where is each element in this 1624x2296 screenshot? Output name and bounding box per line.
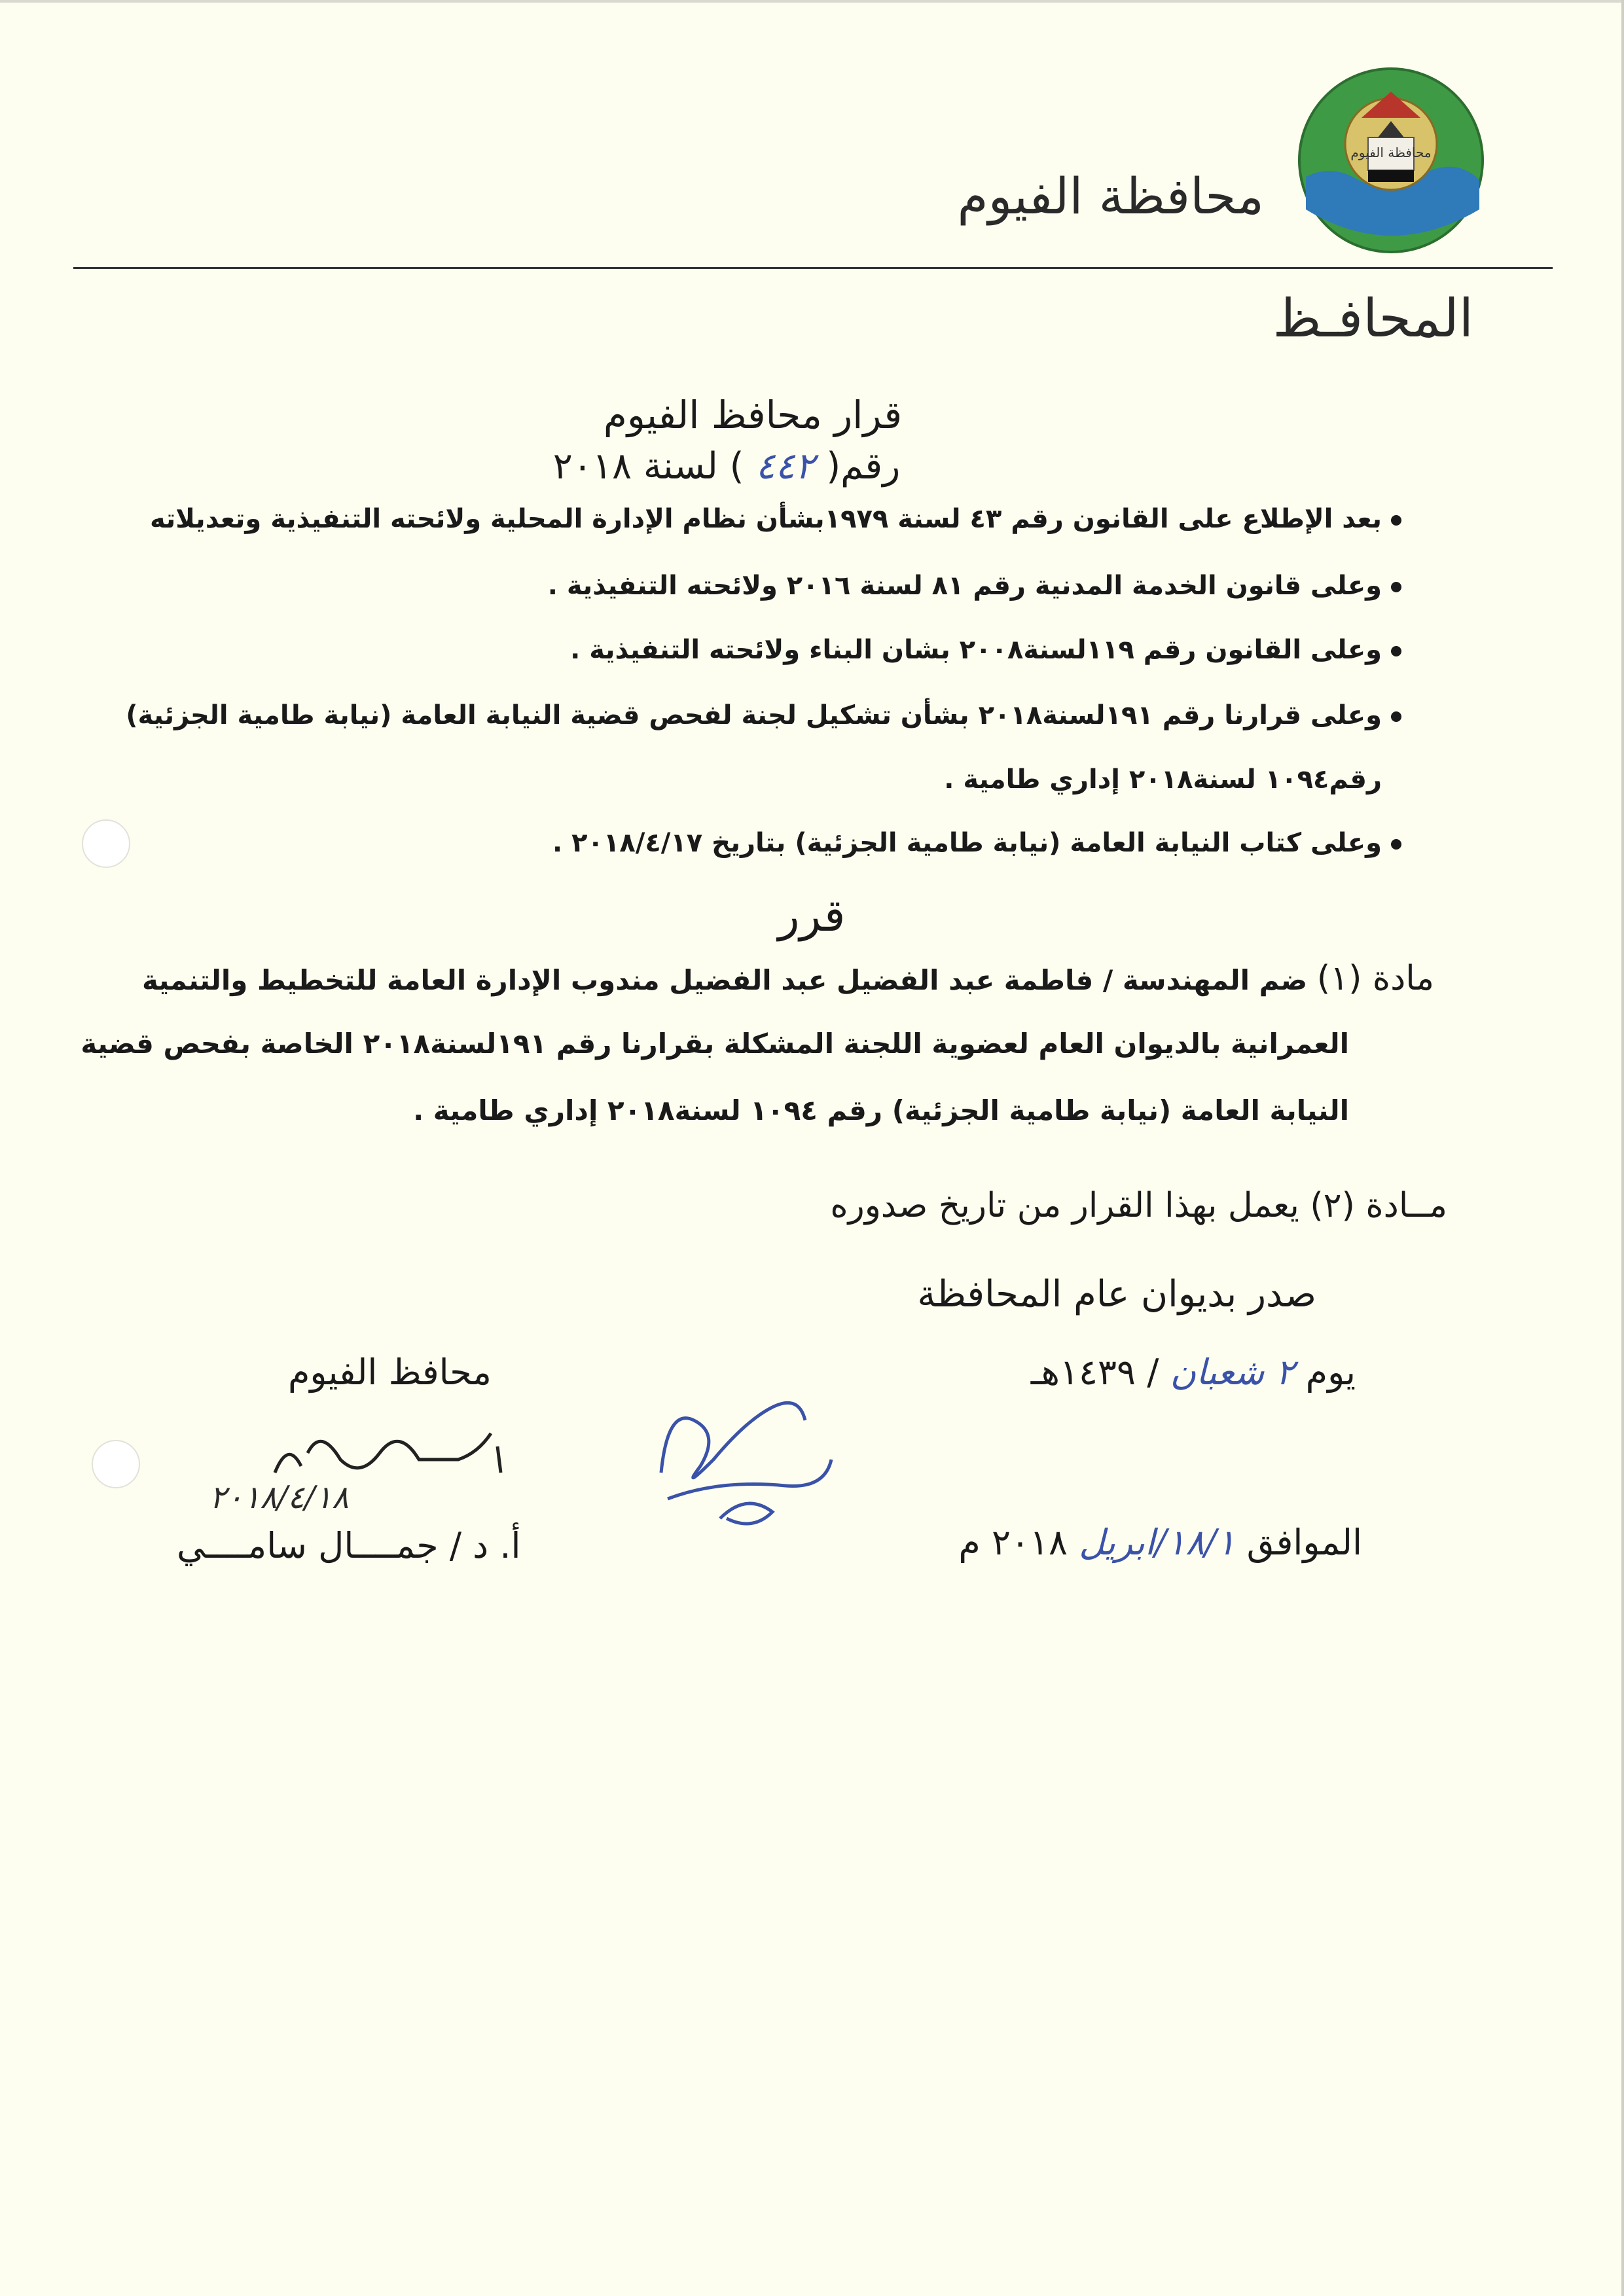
decision-number-suffix: ) لسنة ٢٠١٨ xyxy=(552,445,744,488)
article-1-line: مادة (١) ضم المهندسة / فاطمة عبد الفضيل عبد الفضيل مندوب الإدارة العامة للتخطيط والتنمية xyxy=(142,959,1434,998)
hijri-year: / ١٤٣٩هـ xyxy=(1030,1352,1159,1393)
article-2-head: مــادة (٢) xyxy=(1310,1186,1447,1225)
scan-edge-right xyxy=(1621,0,1624,2296)
signatory-name: أ. د / جمــــال سامــــي xyxy=(177,1525,521,1566)
reviewer-initials xyxy=(641,1381,838,1532)
governorate-emblem xyxy=(1293,65,1489,255)
punch-hole xyxy=(92,1440,140,1488)
article-2-text: يعمل بهذا القرار من تاريخ صدوره xyxy=(830,1186,1299,1225)
article-1-line: النيابة العامة (نيابة طامية الجزئية) رقم ١٠٩٤ لسنة٢٠١٨ إداري طامية . xyxy=(413,1094,1349,1126)
governorate-name: محافظة الفيوم xyxy=(957,167,1264,225)
decides-heading: قرر xyxy=(778,890,846,942)
bullet-icon xyxy=(1391,839,1401,850)
issued-statement: صدر بديوان عام المحافظة xyxy=(917,1273,1316,1316)
decision-title: قرار محافظ الفيوم xyxy=(603,393,903,437)
day-handwritten: ٢ شعبان xyxy=(1170,1352,1295,1393)
agrees-handwritten: ١٨/١/ابريل xyxy=(1079,1522,1236,1563)
signatory-title: محافظ الفيوم xyxy=(288,1352,492,1393)
preamble-item: وعلى القانون رقم ١١٩لسنة٢٠٠٨ بشان البناء ولائحته التنفيذية . xyxy=(138,635,1401,665)
agrees-label: الموافق xyxy=(1246,1522,1362,1563)
scan-edge-top xyxy=(0,0,1624,3)
bullet-icon xyxy=(1391,646,1401,656)
gregorian-date-line xyxy=(958,1522,1362,1563)
header-divider xyxy=(73,267,1553,269)
bullet-icon xyxy=(1391,515,1401,526)
punch-hole xyxy=(82,819,130,868)
gregorian-year: ٢٠١٨ م xyxy=(958,1522,1068,1563)
article-1-head: مادة (١) xyxy=(1316,959,1434,998)
day-label: يوم xyxy=(1305,1352,1356,1393)
preamble-item: وعلى كتاب النيابة العامة (نيابة طامية الجزئية) بتاريخ ٢٠١٨/٤/١٧ . xyxy=(138,828,1401,858)
article-1-line: العمرانية بالديوان العام لعضوية اللجنة المشكلة بقرارنا رقم ١٩١لسنة٢٠١٨ الخاصة بفحص قضية xyxy=(81,1028,1349,1060)
bullet-icon xyxy=(1391,582,1401,592)
hijri-date-line xyxy=(1031,1352,1356,1393)
decision-number xyxy=(497,445,956,488)
preamble-item: بعد الإطلاع على القانون رقم ٤٣ لسنة ١٩٧٩بشأن نظام الإدارة المحلية ولائحته التنفيذية وتعديلاته xyxy=(138,504,1401,534)
article-2 xyxy=(830,1186,1447,1225)
preamble-item: وعلى قانون الخدمة المدنية رقم ٨١ لسنة ٢٠١٦ ولائحته التنفيذية . xyxy=(138,571,1401,601)
office-title: المحافـظ xyxy=(1272,288,1473,349)
preamble-item: وعلى قرارنا رقم ١٩١لسنة٢٠١٨ بشأن تشكيل لجنة لفحص قضية النيابة العامة (نيابة طامية الجزئية) xyxy=(138,700,1401,730)
decision-number-prefix: رقم( xyxy=(826,445,901,488)
bullet-icon xyxy=(1391,711,1401,722)
signature-date: ٢٠١٨/٤/١٨ xyxy=(209,1479,349,1516)
preamble-continuation: رقم١٠٩٤ لسنة٢٠١٨ إداري طامية . xyxy=(944,764,1382,795)
decision-number-handwritten: ٤٤٢ xyxy=(755,445,815,488)
emblem-text: محافظة الفيوم xyxy=(1350,145,1432,160)
